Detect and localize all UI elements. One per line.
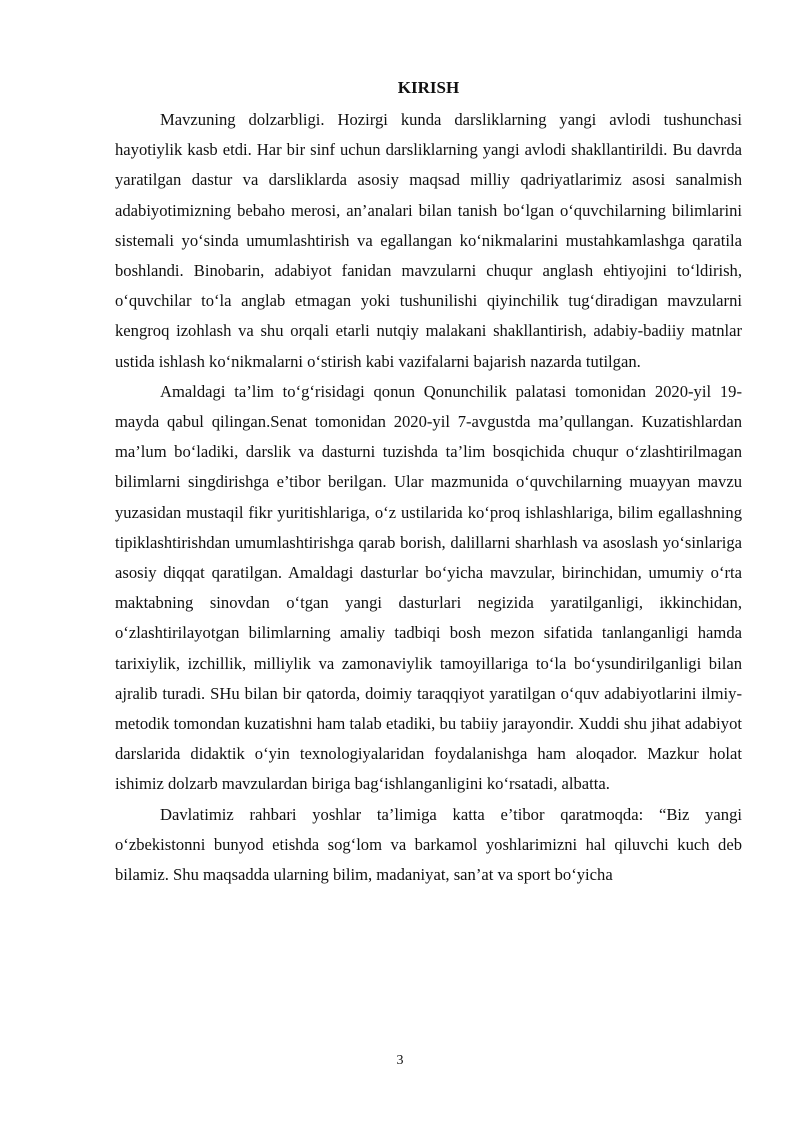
paragraph-text: Amaldagi ta’lim to‘g‘risidagi qonun Qonunchilik palatasi tomonidan 2020-yil 19-mayda qabul qilingan.Senat tomonidan 2020-yil 7-avgustda ma’qullangan. Kuzatishlardan ma’lum bo‘ladiki, darslik va dasturni tuzishda ta’lim bosqichida chuqur o‘zlashtirilmagan bilimlarni singdirishga e’tibor berilgan. Ular mazmunida o‘quvchilarning muayyan mavzu yuzasidan mustaqil fikr yuritishlariga, o‘z ustilarida ko‘proq ishlashlariga, bilim egallashning tipiklashtirishdan umumlashtirishga qarab borish, dalillarni sharhlash va asoslash yo‘sinlariga asosiy diqqat qaratilgan. Amaldagi dasturlar bo‘yicha mavzular, birinchidan, umumiy o‘rta maktabning sinovdan o‘tgan yangi dasturlari negizida yaratilganligi, ikkinchidan, o‘zlashtirilayotgan bilimlarning amaliy tadbiqi bosh mezon sifatida tanlanganligi hamda tarixiylik, izchillik, milliylik va zamonaviylik tamoyillariga to‘la bo‘ysundirilganligi bilan ajralib turadi. SHu bilan bir qatorda, doimiy taraqqiyot yaratilgan o‘quv adabiyotlarini ilmiy-metodik tomondan kuzatishni ham talab etadiki, bu tabiiy jarayondir. Xuddi shu jihat adabiyot darslarida didaktik o‘yin texnologiyalaridan foydalanishga ham aloqador. Mazkur holat ishimiz dolzarb mavzulardan biriga bag‘ishlanganligini ko‘rsatadi, albatta. [115, 381, 742, 794]
document-page [115, 77, 742, 890]
paragraph-text: Hozirgi kunda darsliklarning yangi avlodi tushunchasi hayotiylik kasb etdi. Har bir sinf uchun darsliklarning yangi avlodi shakllantirildi. Bu davrda yaratilgan dastur va darsliklarda asosiy maqsad milliy qadriyatlarimiz asosi sanalmish adabiyotimizning bebaho merosi, an’analari bilan tanish bo‘lgan o‘quvchilarning bilimlarini sistemali yo‘sinda umumlashtirish va egallangan ko‘nikmalarini mustahkamlashga qaratila boshlandi. Binobarin, adabiyot fanidan mavzularni chuqur anglash ehtiyojini to‘ldirish, o‘quvchilar to‘la anglab etmagan yoki tushunilishi qiyinchilik tug‘diradigan mavzularni kengroq izohlash va shu orqali etarli nutqiy malakani shakllantirish, adabiy-badiiy matnlar ustida ishlash ko‘nikmalarni o‘stirish kabi vazifalarni bajarish nazarda tutilgan. [115, 110, 742, 371]
page-number: 3 [396, 1053, 404, 1068]
paragraph-president-quote [115, 800, 742, 891]
page-title: KIRISH [397, 78, 460, 97]
paragraph-relevance [115, 105, 742, 377]
paragraph-text: Davlatimiz rahbari yoshlar ta’limiga katta e’tibor qaratmoqda: “Biz yangi o‘zbekistonni bunyod etishda sog‘lom va barkamol yoshlarimizni hal qiluvchi kuch deb bilamiz. Shu maqsadda ularning bilim, madaniyat, san’at va sport bo‘yicha [115, 804, 742, 885]
paragraph-education-law [115, 377, 742, 800]
paragraph-lead: Mavzuning dolzarbligi. [160, 110, 325, 129]
